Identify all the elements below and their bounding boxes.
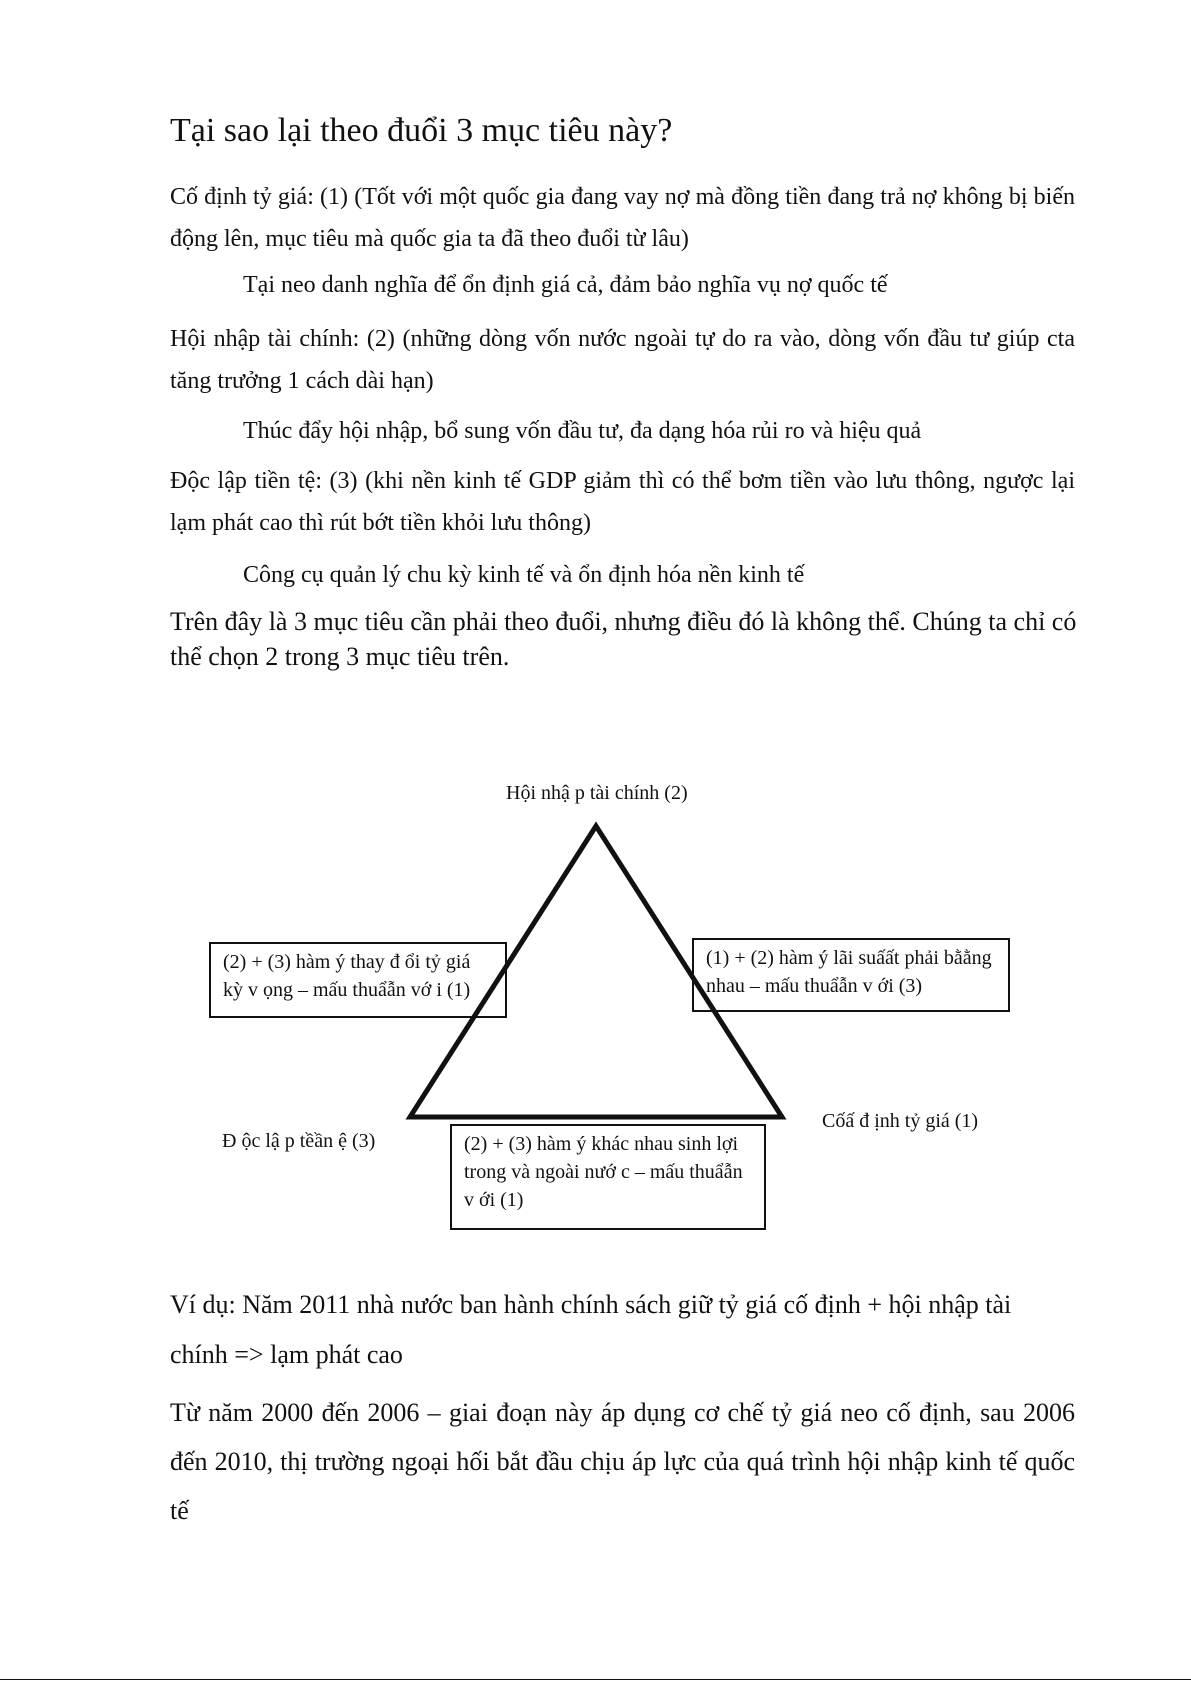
history-text: Từ năm 2000 đến 2006 – giai đoạn này áp dụng cơ chế tỷ giá neo cố định, sau 2006 đến 2010, thị trường ngoại hối bắt đầu chịu áp lực của quá trình hội nhập kinh tế quốc tế — [170, 1398, 1075, 1525]
example-text: Ví dụ: Năm 2011 nhà nước ban hành chính sách giữ tỷ giá cố định + hội nhập tài chính => lạm phát cao — [170, 1290, 1012, 1369]
diagram-box-bottom: (2) + (3) hàm ý khác nhau sinh lợi trong và ngoài nướ c – mấu thuẩẫn v ới (1) — [450, 1124, 766, 1230]
diagram-label-fixed-exchange-rate: Cốấ đ ịnh tỷ giá (1) — [822, 1110, 979, 1132]
conclusion-text: Trên đây là 3 mục tiêu cần phải theo đuổi, nhưng điều đó là không thể. Chúng ta chỉ có thể chọn 2 trong 3 mục tiêu trên. — [170, 607, 1077, 671]
footer-divider — [0, 1679, 1191, 1680]
diagram-box-right: (1) + (2) hàm ý lãi suấất phải bằằng nhau – mấu thuẩẫn v ới (3) — [692, 938, 1010, 1012]
goal-financial-integration: Hội nhập tài chính: (2) (những dòng vốn nước ngoài tự do ra vào, dòng vốn đầu tư giúp cta tăng trưởng 1 cách dài hạn) — [170, 326, 1075, 394]
goal-fixed-exchange-rate: Cố định tỷ giá: (1) (Tốt với một quốc gia đang vay nợ mà đồng tiền đang trả nợ không bị biến động lên, mục tiêu mà quốc gia ta đã theo đuổi từ lâu) — [170, 184, 1075, 252]
diagram-label-financial-integration: Hội nhậ p tài chính (2) — [506, 782, 688, 804]
goal-fixed-exchange-rate-note: Tại neo danh nghĩa để ổn định giá cả, đảm bảo nghĩa vụ nợ quốc tế — [243, 272, 888, 298]
goal-financial-integration-note: Thúc đẩy hội nhập, bổ sung vốn đầu tư, đa dạng hóa rủi ro và hiệu quả — [243, 418, 922, 444]
diagram-label-monetary-independence: Đ ộc lậ p tềần ệ (3) — [222, 1130, 376, 1152]
goal-monetary-independence-note: Công cụ quản lý chu kỳ kinh tế và ổn định hóa nền kinh tế — [243, 562, 805, 588]
page-title: Tại sao lại theo đuổi 3 mục tiêu này? — [170, 112, 673, 149]
goal-monetary-independence: Độc lập tiền tệ: (3) (khi nền kinh tế GDP giảm thì có thể bơm tiền vào lưu thông, ngược lại lạm phát cao thì rút bớt tiền khỏi lưu thông) — [170, 468, 1075, 536]
diagram-box-left: (2) + (3) hàm ý thay đ ổi tỷ giá kỳ v ọng – mấu thuẩẫn vớ i (1) — [209, 942, 507, 1018]
